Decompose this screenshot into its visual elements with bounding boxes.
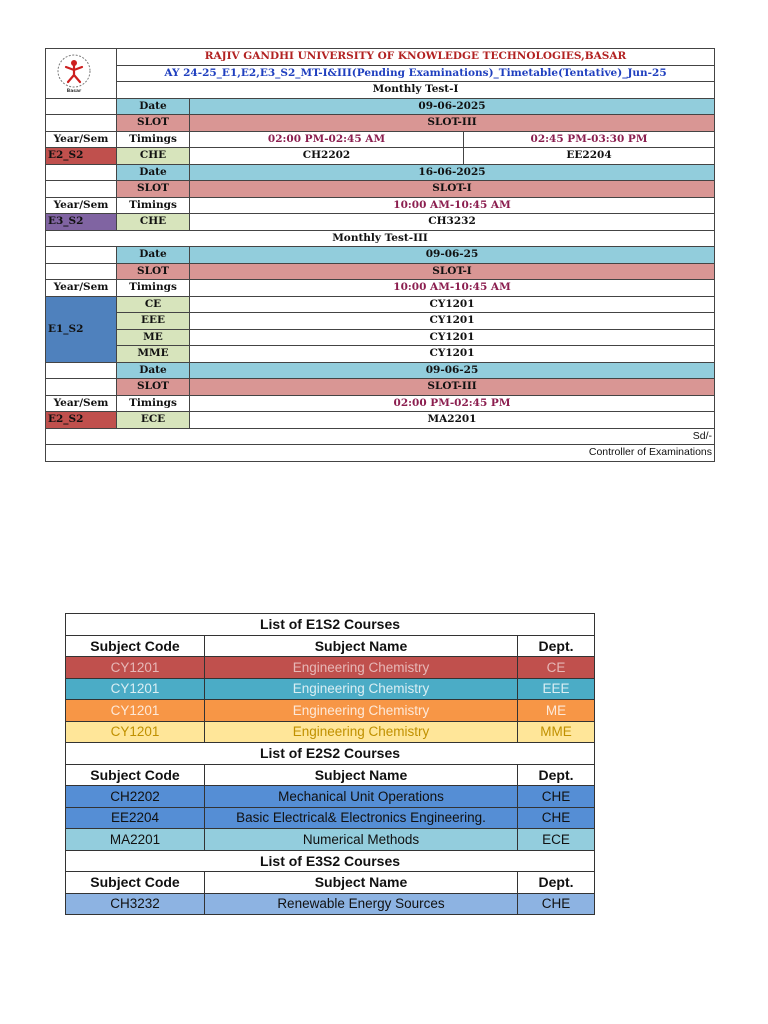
timetable-title: AY 24-25_E1,E2,E3_S2_MT-I&III(Pending Examinations)_Timetable(Tentative)_Jun-25 <box>117 65 715 82</box>
timings-label: Timings <box>117 280 190 297</box>
slot-label: SLOT <box>117 263 190 280</box>
subject-name: Engineering Chemistry <box>205 721 518 743</box>
yearsem-label: Year/Sem <box>46 197 117 214</box>
b4-dept: ECE <box>117 412 190 429</box>
timings-label: Timings <box>117 395 190 412</box>
date-label: Date <box>117 98 190 115</box>
e2s2-title: List of E2S2 Courses <box>66 743 595 765</box>
empty-cell <box>46 263 117 280</box>
dept-header: Dept. <box>518 872 595 894</box>
course-row <box>66 786 595 808</box>
b2-time: 10:00 AM-10:45 AM <box>190 197 715 214</box>
university-logo-icon <box>52 51 96 95</box>
b1-time1: 02:00 PM-02:45 AM <box>190 131 464 148</box>
yearsem-label: Year/Sem <box>46 280 117 297</box>
date-label: Date <box>117 164 190 181</box>
subject-code: CY1201 <box>66 721 205 743</box>
dept: CE <box>518 657 595 679</box>
dept-header: Dept. <box>518 635 595 657</box>
subject-code: CH2202 <box>66 786 205 808</box>
b1-date: 09-06-2025 <box>190 98 715 115</box>
yearsem-label: Year/Sem <box>46 395 117 412</box>
subject-code: CH3232 <box>66 893 205 915</box>
b3-yearsem: E1_S2 <box>46 296 117 362</box>
signature: Sd/- <box>46 428 715 445</box>
mt3-title: Monthly Test-III <box>46 230 715 247</box>
b1-yearsem: E2_S2 <box>46 148 117 165</box>
b3-date: 09-06-25 <box>190 247 715 264</box>
dept: MME <box>518 721 595 743</box>
b4-time: 02:00 PM-02:45 PM <box>190 395 715 412</box>
subject-name: Renewable Energy Sources <box>205 893 518 915</box>
b4-yearsem: E2_S2 <box>46 412 117 429</box>
e1s2-title: List of E1S2 Courses <box>66 614 595 636</box>
b3-time: 10:00 AM-10:45 AM <box>190 280 715 297</box>
subject-code-header: Subject Code <box>66 635 205 657</box>
b3-code: CY1201 <box>190 329 715 346</box>
empty-cell <box>46 115 117 132</box>
date-label: Date <box>117 362 190 379</box>
b1-time2: 02:45 PM-03:30 PM <box>464 131 715 148</box>
slot-label: SLOT <box>117 115 190 132</box>
subject-name: Engineering Chemistry <box>205 657 518 679</box>
subject-code: EE2204 <box>66 807 205 829</box>
b1-code2: EE2204 <box>464 148 715 165</box>
dept: CHE <box>518 893 595 915</box>
course-row <box>66 678 595 700</box>
course-row <box>66 893 595 915</box>
dept: ME <box>518 700 595 722</box>
logo-text: Basar <box>66 89 82 94</box>
subject-name-header: Subject Name <box>205 635 518 657</box>
b4-code: MA2201 <box>190 412 715 429</box>
subject-name: Mechanical Unit Operations <box>205 786 518 808</box>
timings-label: Timings <box>117 197 190 214</box>
course-row <box>66 829 595 851</box>
dept: CHE <box>518 786 595 808</box>
empty-cell <box>46 181 117 198</box>
empty-cell <box>46 379 117 396</box>
b1-dept: CHE <box>117 148 190 165</box>
subject-name: Numerical Methods <box>205 829 518 851</box>
b3-dept: EEE <box>117 313 190 330</box>
empty-cell <box>46 164 117 181</box>
b2-date: 16-06-2025 <box>190 164 715 181</box>
b3-slot: SLOT-I <box>190 263 715 280</box>
subject-name: Engineering Chemistry <box>205 678 518 700</box>
empty-cell <box>46 98 117 115</box>
empty-cell <box>46 247 117 264</box>
subject-name-header: Subject Name <box>205 764 518 786</box>
course-row <box>66 700 595 722</box>
subject-name-header: Subject Name <box>205 872 518 894</box>
b2-yearsem: E3_S2 <box>46 214 117 231</box>
university-name: RAJIV GANDHI UNIVERSITY OF KNOWLEDGE TECHNOLOGIES,BASAR <box>117 49 715 66</box>
b2-code: CH3232 <box>190 214 715 231</box>
e3s2-title: List of E3S2 Courses <box>66 850 595 872</box>
timings-label: Timings <box>117 131 190 148</box>
b3-code: CY1201 <box>190 346 715 363</box>
b3-dept: CE <box>117 296 190 313</box>
controller-of-examinations: Controller of Examinations <box>46 445 715 462</box>
yearsem-label: Year/Sem <box>46 131 117 148</box>
subject-name: Engineering Chemistry <box>205 700 518 722</box>
b3-dept: ME <box>117 329 190 346</box>
dept-header: Dept. <box>518 764 595 786</box>
b2-dept: CHE <box>117 214 190 231</box>
slot-label: SLOT <box>117 181 190 198</box>
dept: EEE <box>518 678 595 700</box>
dept: ECE <box>518 829 595 851</box>
subject-code: CY1201 <box>66 678 205 700</box>
dept: CHE <box>518 807 595 829</box>
subject-code: CY1201 <box>66 657 205 679</box>
subject-name: Basic Electrical& Electronics Engineering. <box>205 807 518 829</box>
empty-cell <box>46 362 117 379</box>
b1-slot: SLOT-III <box>190 115 715 132</box>
b4-date: 09-06-25 <box>190 362 715 379</box>
slot-label: SLOT <box>117 379 190 396</box>
university-logo-cell <box>46 49 117 99</box>
subject-code-header: Subject Code <box>66 764 205 786</box>
course-row <box>66 721 595 743</box>
mt1-title: Monthly Test-I <box>117 82 715 99</box>
b1-code1: CH2202 <box>190 148 464 165</box>
course-list-table <box>65 613 595 915</box>
b3-code: CY1201 <box>190 313 715 330</box>
subject-code: CY1201 <box>66 700 205 722</box>
b3-dept: MME <box>117 346 190 363</box>
subject-code: MA2201 <box>66 829 205 851</box>
course-row <box>66 807 595 829</box>
b4-slot: SLOT-III <box>190 379 715 396</box>
subject-code-header: Subject Code <box>66 872 205 894</box>
date-label: Date <box>117 247 190 264</box>
course-row <box>66 657 595 679</box>
b3-code: CY1201 <box>190 296 715 313</box>
b2-slot: SLOT-I <box>190 181 715 198</box>
exam-timetable <box>45 48 715 462</box>
